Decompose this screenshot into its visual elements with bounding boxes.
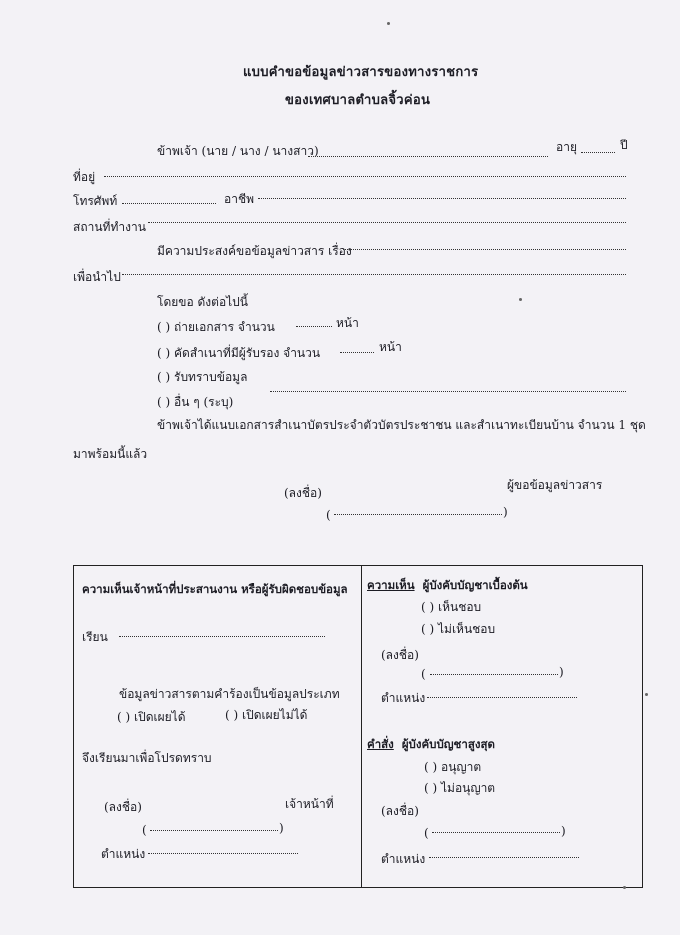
scan-speck xyxy=(387,22,390,25)
supervisor-name-field[interactable] xyxy=(430,664,558,675)
order-heading xyxy=(367,737,495,751)
approval-box xyxy=(73,565,643,888)
supervisor-paren-close: ) xyxy=(559,665,564,679)
supervisor-sign-label: (ลงชื่อ) xyxy=(381,648,419,662)
sign-paren-open: ( xyxy=(326,508,331,522)
purpose-field[interactable] xyxy=(343,239,626,250)
officer-paren-close: ) xyxy=(279,821,284,835)
inform-text: จึงเรียนมาเพื่อโปรดทราบ xyxy=(82,751,212,765)
scan-speck xyxy=(519,298,522,301)
workplace-field[interactable] xyxy=(148,212,626,223)
option-not-disclosable[interactable]: ( ) เปิดเผยไม่ได้ xyxy=(225,708,308,722)
option-approve[interactable]: ( ) อนุญาต xyxy=(424,760,482,774)
officer-name-field[interactable] xyxy=(150,820,278,831)
supervisor-paren-open: ( xyxy=(421,667,426,681)
option-agree[interactable]: ( ) เห็นชอบ xyxy=(421,600,482,614)
supervisor-position-label: ตำแหน่ง xyxy=(381,691,426,705)
workplace-label: สถานที่ทำงาน xyxy=(73,220,146,234)
option-acknowledge[interactable]: ( ) รับทราบข้อมูล xyxy=(157,370,248,384)
option-deny[interactable]: ( ) ไม่อนุญาต xyxy=(424,781,496,795)
sign-paren-close: ) xyxy=(503,505,508,519)
use-field[interactable] xyxy=(122,264,626,275)
photocopy-pages-field[interactable] xyxy=(296,316,332,327)
opinion-supervisor: ผู้บังคับบัญชาเบื้องต้น xyxy=(422,578,528,592)
address-label: ที่อยู่ xyxy=(73,170,96,184)
order-label: คำสั่ง xyxy=(367,737,394,751)
officer-sign-label: (ลงชื่อ) xyxy=(104,800,142,814)
officer-position-label: ตำแหน่ง xyxy=(101,847,146,861)
supervisor-position-field[interactable] xyxy=(427,687,577,698)
request-label: โดยขอ ดังต่อไปนี้ xyxy=(157,295,249,309)
certified-pages-field[interactable] xyxy=(340,342,374,353)
requester-name-field[interactable] xyxy=(334,504,502,515)
age-label: อายุ xyxy=(556,140,577,154)
option-certified-copy[interactable]: ( ) คัดสำเนาที่มีผู้รับรอง จำนวน xyxy=(157,346,321,360)
executive-sign-label: (ลงชื่อ) xyxy=(381,804,419,818)
address-field[interactable] xyxy=(104,166,626,177)
opinion-label: ความเห็น xyxy=(367,578,415,592)
use-label: เพื่อนำไป xyxy=(73,270,121,284)
phone-field[interactable] xyxy=(122,193,216,204)
executive-position-label: ตำแหน่ง xyxy=(381,852,426,866)
option-other[interactable]: ( ) อื่น ๆ (ระบุ) xyxy=(157,395,234,409)
other-specify-field[interactable] xyxy=(270,381,626,392)
form-title: แบบคำขอข้อมูลข่าวสารของทางราชการ xyxy=(243,65,479,80)
scan-speck xyxy=(623,886,626,889)
form-subtitle: ของเทศบาลตำบลจิ้วค่อน xyxy=(285,93,431,108)
applicant-label: ข้าพเจ้า (นาย / นาง / นางสาว) xyxy=(157,144,319,158)
officer-opinion-heading: ความเห็นเจ้าหน้าที่ประสานงาน หรือผู้รับผิดชอบข้อมูล xyxy=(82,582,348,596)
executive-position-field[interactable] xyxy=(429,847,579,858)
option-photocopy[interactable]: ( ) ถ่ายเอกสาร จำนวน xyxy=(157,320,275,334)
scan-speck xyxy=(645,693,648,696)
purpose-label: มีความประสงค์ขอข้อมูลข่าวสาร เรื่อง xyxy=(157,244,352,258)
attachment-statement-cont: มาพร้อมนี้แล้ว xyxy=(73,447,148,461)
approval-box-divider xyxy=(361,566,362,887)
officer-label: เจ้าหน้าที่ xyxy=(285,797,334,811)
photocopy-unit: หน้า xyxy=(336,316,359,330)
executive-paren-open: ( xyxy=(424,826,429,840)
to-field[interactable] xyxy=(119,626,325,637)
year-label: ปี xyxy=(620,138,628,152)
age-field[interactable] xyxy=(581,142,615,153)
executive-name-field[interactable] xyxy=(432,822,560,833)
job-label: อาชีพ xyxy=(224,192,254,206)
option-disagree[interactable]: ( ) ไม่เห็นชอบ xyxy=(421,622,496,636)
phone-label: โทรศัพท์ xyxy=(73,194,118,208)
info-type-label: ข้อมูลข่าวสารตามคำร้องเป็นข้อมูลประเภท xyxy=(119,687,340,701)
officer-paren-open: ( xyxy=(142,823,147,837)
to-label: เรียน xyxy=(82,630,108,644)
opinion-heading xyxy=(367,578,528,592)
applicant-name-field[interactable] xyxy=(308,146,548,157)
certified-unit: หน้า xyxy=(379,340,402,354)
executive-paren-close: ) xyxy=(561,824,566,838)
requester-label: ผู้ขอข้อมูลข่าวสาร xyxy=(507,478,603,492)
job-field[interactable] xyxy=(258,188,626,199)
order-top-supervisor: ผู้บังคับบัญชาสูงสุด xyxy=(401,737,495,751)
option-disclosable[interactable]: ( ) เปิดเผยได้ xyxy=(117,710,186,724)
attachment-statement: ข้าพเจ้าได้แนบเอกสารสำเนาบัตรประจำตัวบัตรประชาชน และสำเนาทะเบียนบ้าน จำนวน 1 ชุด xyxy=(157,418,646,432)
officer-position-field[interactable] xyxy=(148,843,298,854)
sign-label: (ลงชื่อ) xyxy=(284,486,322,500)
